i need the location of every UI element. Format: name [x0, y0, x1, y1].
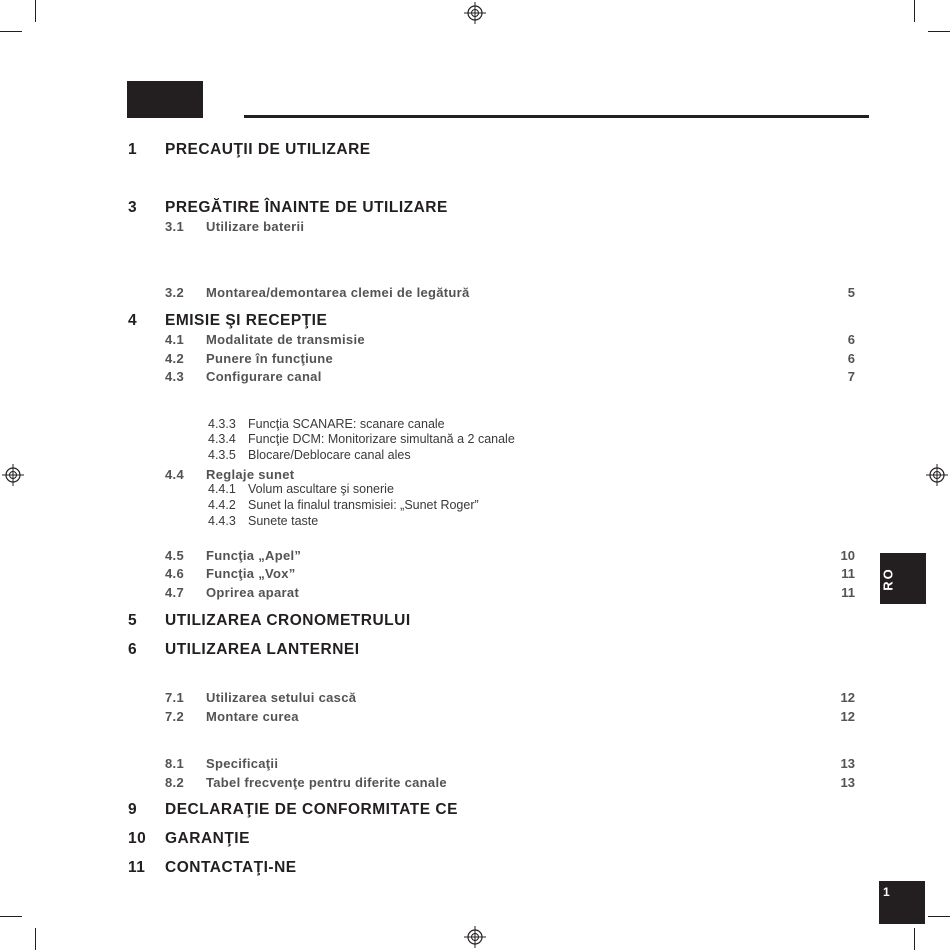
toc-subsection-number: 4.3	[165, 369, 184, 384]
toc-subsection-title: Specificaţii	[206, 756, 279, 771]
registration-mark-icon	[464, 926, 486, 948]
toc-subsection-title: Oprirea aparat	[206, 585, 300, 600]
page-number: 1	[883, 885, 890, 899]
toc-subsection-title: Utilizarea setului cască	[206, 690, 357, 705]
toc-subsection-number: 3.1	[165, 219, 184, 234]
toc-section-number: 5	[128, 612, 138, 629]
toc-section-number: 11	[128, 859, 146, 876]
toc-section-title: GARANŢIE	[165, 830, 250, 847]
registration-mark-icon	[926, 464, 948, 486]
toc-subsubsection-title: Sunete taste	[248, 514, 319, 528]
toc-subsection-number: 4.7	[165, 585, 184, 600]
toc-subsection-number: 4.2	[165, 351, 184, 366]
toc-section-number: 1	[128, 141, 138, 158]
header-black-block	[127, 81, 203, 118]
toc-subsubsection-number: 4.3.5	[208, 448, 236, 462]
crop-mark-tl-h	[0, 31, 22, 32]
toc-page-number: 7	[847, 369, 855, 384]
toc-subsection-title: Montare curea	[206, 709, 299, 724]
toc-subsection-number: 4.6	[165, 566, 184, 581]
toc-section-title: EMISIE ŞI RECEPŢIE	[165, 312, 328, 329]
toc-section-title: UTILIZAREA CRONOMETRULUI	[165, 612, 411, 629]
toc-section-number: 4	[128, 312, 138, 329]
crop-mark-bl-v	[35, 928, 36, 950]
crop-mark-tr-h	[928, 31, 950, 32]
toc-section-title: PRECAUŢII DE UTILIZARE	[165, 141, 371, 158]
toc-subsection-number: 4.4	[165, 467, 184, 482]
toc-subsection-number: 3.2	[165, 285, 184, 300]
crop-mark-tr-v	[914, 0, 915, 22]
toc-subsection-number: 4.5	[165, 548, 184, 563]
toc-subsection-number: 8.1	[165, 756, 184, 771]
toc-subsubsection-title: Sunet la finalul transmisiei: „Sunet Roger”	[248, 498, 479, 512]
toc-subsection-title: Utilizare baterii	[206, 219, 305, 234]
toc-subsubsection-title: Blocare/Deblocare canal ales	[248, 448, 411, 462]
toc-subsubsection-title: Volum ascultare şi sonerie	[248, 482, 394, 496]
toc-subsection-number: 7.1	[165, 690, 184, 705]
crop-mark-bl-h	[0, 916, 22, 917]
toc-page-number: 13	[840, 775, 855, 790]
toc-section-number: 6	[128, 641, 138, 658]
toc-page-number: 6	[847, 332, 855, 347]
toc-page-number: 11	[841, 566, 855, 581]
toc-subsection-number: 4.1	[165, 332, 184, 347]
toc-page-number: 12	[840, 690, 855, 705]
crop-mark-br-v	[914, 928, 915, 950]
toc-section-title: DECLARAŢIE DE CONFORMITATE CE	[165, 801, 458, 818]
toc-subsubsection-number: 4.3.4	[208, 432, 236, 446]
toc-subsection-title: Montarea/demontarea clemei de legătură	[206, 285, 470, 300]
toc-page-number: 11	[841, 585, 855, 600]
toc-subsection-title: Configurare canal	[206, 369, 322, 384]
toc-subsection-title: Funcţia „Apel”	[206, 548, 302, 563]
toc-page-number: 6	[847, 351, 855, 366]
toc-subsubsection-number: 4.4.2	[208, 498, 236, 512]
toc-page-number: 10	[840, 548, 855, 563]
toc-subsection-title: Modalitate de transmisie	[206, 332, 365, 347]
toc-page-number: 13	[840, 756, 855, 771]
registration-mark-icon	[464, 2, 486, 24]
toc-subsubsection-title: Funcţia SCANARE: scanare canale	[248, 417, 445, 431]
toc-section-number: 9	[128, 801, 138, 818]
language-tab	[880, 553, 926, 604]
toc-page-number: 5	[847, 285, 855, 300]
toc-section-number: 3	[128, 199, 138, 216]
toc-section-number: 10	[128, 830, 147, 847]
toc-subsection-title: Tabel frecvenţe pentru diferite canale	[206, 775, 447, 790]
language-tab-label: RO	[880, 567, 896, 591]
page-number-box	[879, 881, 925, 924]
toc-section-title: CONTACTAŢI-NE	[165, 859, 297, 876]
toc-subsection-title: Punere în funcţiune	[206, 351, 334, 366]
toc-section-title: UTILIZAREA LANTERNEI	[165, 641, 360, 658]
registration-mark-icon	[2, 464, 24, 486]
toc-subsubsection-title: Funcţie DCM: Monitorizare simultană a 2 canale	[248, 432, 515, 446]
toc-subsubsection-number: 4.4.1	[208, 482, 236, 496]
crop-mark-tl-v	[35, 0, 36, 22]
toc-section-title: PREGĂTIRE ÎNAINTE DE UTILIZARE	[165, 199, 448, 216]
toc-subsection-number: 8.2	[165, 775, 184, 790]
toc-page-number: 12	[840, 709, 855, 724]
toc-subsection-title: Funcţia „Vox”	[206, 566, 296, 581]
toc-subsubsection-number: 4.3.3	[208, 417, 236, 431]
header-rule	[244, 115, 869, 118]
toc-subsection-title: Reglaje sunet	[206, 467, 295, 482]
toc-subsection-number: 7.2	[165, 709, 184, 724]
toc-subsubsection-number: 4.4.3	[208, 514, 236, 528]
crop-mark-br-h	[928, 916, 950, 917]
